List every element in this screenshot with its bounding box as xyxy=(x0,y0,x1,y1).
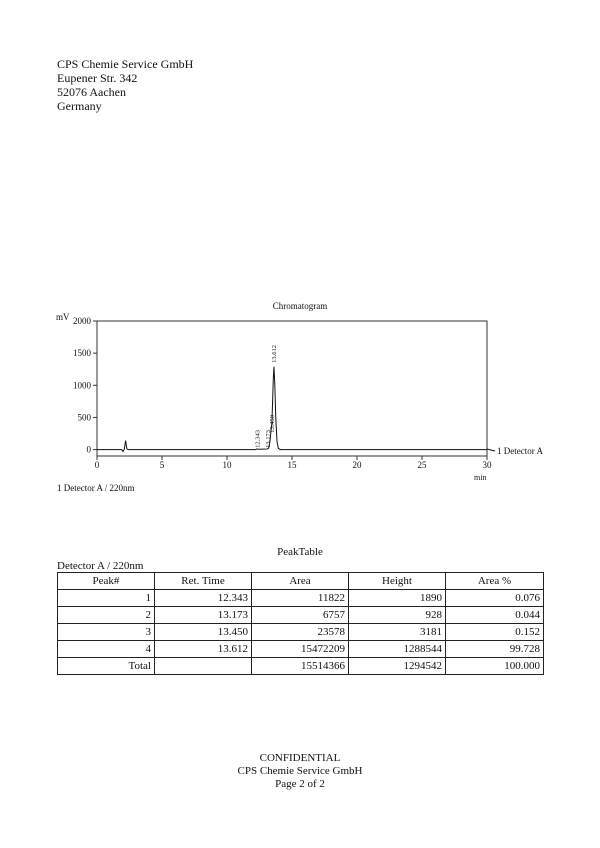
y-tick-label: 0 xyxy=(86,444,91,455)
x-tick-label: 25 xyxy=(417,460,427,470)
y-tick-label: 500 xyxy=(77,412,91,423)
cell-total-area-pct: 100.000 xyxy=(446,658,544,675)
company-street: Eupener Str. 342 xyxy=(57,71,138,85)
cell-area: 23578 xyxy=(252,624,349,641)
peak-label: 12.343 xyxy=(254,430,262,448)
plot-frame xyxy=(97,321,487,456)
footer-company: CPS Chemie Service GmbH xyxy=(237,765,363,777)
y-tick-label: 1500 xyxy=(73,348,91,359)
y-tick-label: 1000 xyxy=(73,380,91,391)
company-city: 52076 Aachen xyxy=(57,85,126,99)
cell-peak: 4 xyxy=(58,641,155,658)
cell-ret-time: 13.450 xyxy=(155,624,252,641)
col-header-ret-time: Ret. Time xyxy=(155,573,252,590)
cell-total-height: 1294542 xyxy=(349,658,446,675)
x-axis-label: min xyxy=(474,473,487,482)
peak-labels xyxy=(254,345,277,448)
cell-peak: 1 xyxy=(58,590,155,607)
y-ticks xyxy=(73,316,97,455)
table-row xyxy=(58,624,544,641)
col-header-height: Height xyxy=(349,573,446,590)
cell-peak: 2 xyxy=(58,607,155,624)
table-row xyxy=(58,590,544,607)
series-label: 1 Detector A xyxy=(497,446,543,456)
cell-ret-time: 13.173 xyxy=(155,607,252,624)
y-tick-label: 2000 xyxy=(73,316,91,326)
peak-table-detector: Detector A / 220nm xyxy=(57,560,144,572)
y-axis-label: mV xyxy=(56,312,70,322)
chromatogram-trace xyxy=(97,367,487,452)
peak-table-header-row xyxy=(58,573,544,590)
cell-total-label: Total xyxy=(58,658,155,675)
chart-title: Chromatogram xyxy=(272,301,328,311)
series-leader-line xyxy=(487,449,495,451)
cell-total-ret-time xyxy=(155,658,252,675)
table-total-row xyxy=(58,658,544,675)
cell-ret-time: 13.612 xyxy=(155,641,252,658)
cell-height: 1288544 xyxy=(349,641,446,658)
footer-confidential: CONFIDENTIAL xyxy=(259,752,341,764)
x-tick-label: 30 xyxy=(482,460,492,470)
page-footer xyxy=(0,752,600,791)
cell-height: 1890 xyxy=(349,590,446,607)
cell-area: 11822 xyxy=(252,590,349,607)
col-header-area: Area xyxy=(252,573,349,590)
col-header-area-pct: Area % xyxy=(446,573,544,590)
detector-caption: 1 Detector A / 220nm xyxy=(57,483,135,493)
cell-area-pct: 0.152 xyxy=(446,624,544,641)
cell-height: 928 xyxy=(349,607,446,624)
x-tick-label: 15 xyxy=(287,460,297,470)
peak-label: 13.173 xyxy=(265,430,273,448)
cell-height: 3181 xyxy=(349,624,446,641)
cell-ret-time: 12.343 xyxy=(155,590,252,607)
footer-page-number: Page 2 of 2 xyxy=(275,778,325,790)
cell-area-pct: 0.076 xyxy=(446,590,544,607)
cell-total-area: 15514366 xyxy=(252,658,349,675)
cell-area: 6757 xyxy=(252,607,349,624)
company-name: CPS Chemie Service GmbH xyxy=(57,57,194,71)
x-tick-label: 20 xyxy=(352,460,362,470)
cell-peak: 3 xyxy=(58,624,155,641)
x-ticks xyxy=(95,456,492,470)
table-row xyxy=(58,641,544,658)
company-country: Germany xyxy=(57,99,102,113)
x-tick-label: 10 xyxy=(222,460,232,470)
x-tick-label: 5 xyxy=(159,460,165,470)
peak-label: 13.612 xyxy=(270,345,278,363)
peak-table xyxy=(57,572,544,675)
cell-area-pct: 99.728 xyxy=(446,641,544,658)
col-header-peak: Peak# xyxy=(58,573,155,590)
cell-area: 15472209 xyxy=(252,641,349,658)
x-tick-label: 0 xyxy=(94,460,100,470)
peak-label: 13.450 xyxy=(268,415,276,433)
table-row xyxy=(58,607,544,624)
cell-area-pct: 0.044 xyxy=(446,607,544,624)
peak-table-title: PeakTable xyxy=(277,546,323,558)
